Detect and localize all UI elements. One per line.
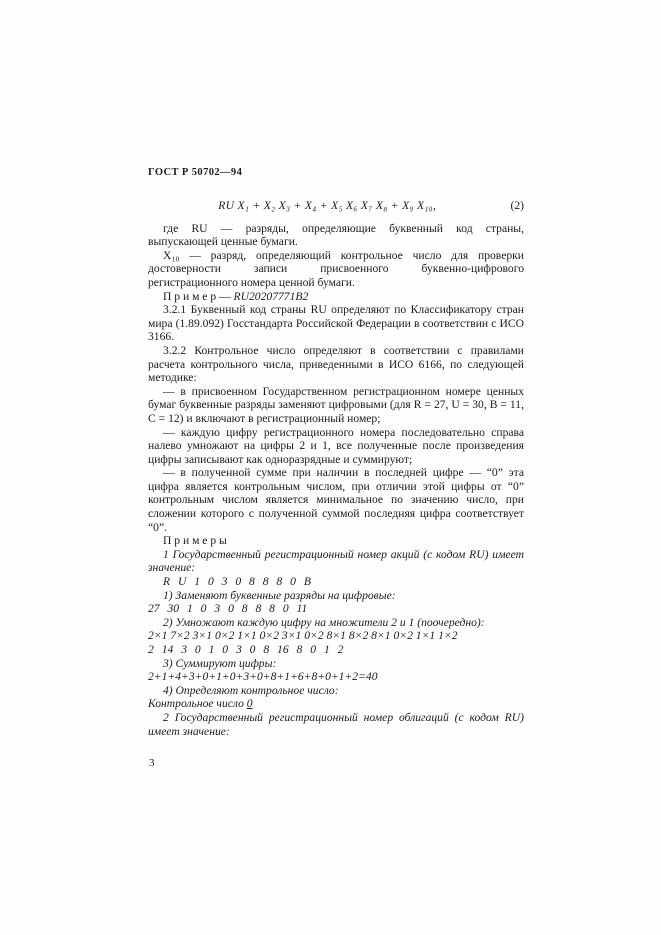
paragraph [148, 466, 524, 534]
paragraph-text: 3.2.2 Контрольное число определяют в соответствии с правилами расчета контрольного числа, приведенными в ИСО 6166, по следующей методике: [148, 343, 524, 385]
paragraph-list [148, 222, 524, 739]
paragraph-text: 2) Умножают каждую цифру на множители 2 и 1 (поочередно): [163, 615, 485, 629]
paragraph-text: 2 14 3 0 1 0 3 0 8 16 8 0 1 2 [148, 643, 344, 656]
paragraph [148, 222, 524, 249]
paragraph-text: Контрольное число [148, 697, 247, 711]
paragraph-text: 27 30 1 0 3 0 8 8 8 0 11 [148, 602, 308, 616]
paragraph-text: 1 Государственный регистрационный номер акций (с кодом RU) имеет значение: [148, 547, 524, 575]
formula-number: (2) [510, 199, 524, 212]
paragraph [148, 670, 524, 684]
paragraph-text: RU20207771B2 [233, 289, 309, 303]
paragraph-text: 3.2.1 Буквенный код страны RU определяют по Классификатору стран мира (1.89.092) Госстандарта Российской Федерации в соответствии с ИСО 3166. [148, 303, 524, 344]
paragraph-text: 3) Суммируют цифры: [163, 656, 277, 670]
paragraph-text: 1) Заменяют буквенные разряды на цифровые: [163, 588, 396, 602]
paragraph [148, 426, 524, 467]
paragraph [148, 711, 524, 738]
page-number: 3 [149, 757, 155, 769]
paragraph [148, 643, 524, 657]
document-content [148, 197, 524, 738]
paragraph-text: — каждую цифру регистрационного номера последовательно справа налево умножают на цифры 2 и 1, все полученные после произведения цифры записывают как одноразрядные и суммируют; [148, 425, 524, 466]
paragraph-text: П р и м е р ы [163, 534, 227, 548]
paragraph [148, 589, 524, 603]
paragraph [148, 290, 524, 304]
paragraph [148, 575, 524, 589]
paragraph-text: R U 1 0 3 0 8 8 8 0 B [163, 575, 311, 589]
paragraph-text: 0 [246, 697, 253, 711]
paragraph-text: X₁₀ — разряд, определяющий контрольное число для проверки достоверности записи присвоенного буквенно-цифрового регистрационного номера ценной бумаги. [148, 248, 524, 289]
paragraph [148, 657, 524, 671]
paragraph [148, 616, 524, 630]
document-header: ГОСТ Р 50702—94 [148, 167, 243, 178]
paragraph [148, 697, 524, 711]
paragraph [148, 534, 524, 548]
paragraph-text: 2+1+4+3+0+1+0+3+0+8+1+6+8+0+1+2=40 [148, 670, 378, 684]
paragraph-text: 4) Определяют контрольное число: [163, 683, 339, 697]
paragraph [148, 602, 524, 616]
paragraph-text: П р и м е р — [163, 289, 234, 303]
formula [148, 197, 524, 222]
paragraph-text: — в присвоенном Государственном регистрационном номере ценных бумаг буквенные разряды заменяют цифровыми (для R = 27, U = 30, B = 11, C = 12) и включают в регистрационный номер; [148, 384, 524, 425]
paragraph [148, 249, 524, 290]
paragraph-text: — в полученной сумме при наличии в последней цифре — “0” эта цифра является контрольным числом, при отличии этой цифры от “0” контрольным числом является минимальное по значению число, при сложении которого с полученной суммой последняя цифра соответствует “0”. [148, 466, 524, 534]
paragraph-text: где RU — разряды, определяющие буквенный код страны, выпускающей ценные бумаги. [148, 221, 524, 249]
paragraph [148, 303, 524, 344]
paragraph [148, 385, 524, 426]
paragraph [148, 629, 524, 643]
paragraph-text: 2×1 7×2 3×1 0×2 1×1 0×2 3×1 0×2 8×1 8×2 8×1 0×2 1×1 1×2 [148, 629, 458, 643]
paragraph-text: 2 Государственный регистрационный номер облигаций (с кодом RU) имеет значение: [148, 710, 524, 738]
paragraph [148, 344, 524, 385]
paragraph [148, 684, 524, 698]
paragraph [148, 548, 524, 575]
formula-body: RU X₁ + X₂ X₃ + X₄ + X₅ X₆ X₇ X₈ + X₉ X₁₀, [218, 199, 437, 212]
